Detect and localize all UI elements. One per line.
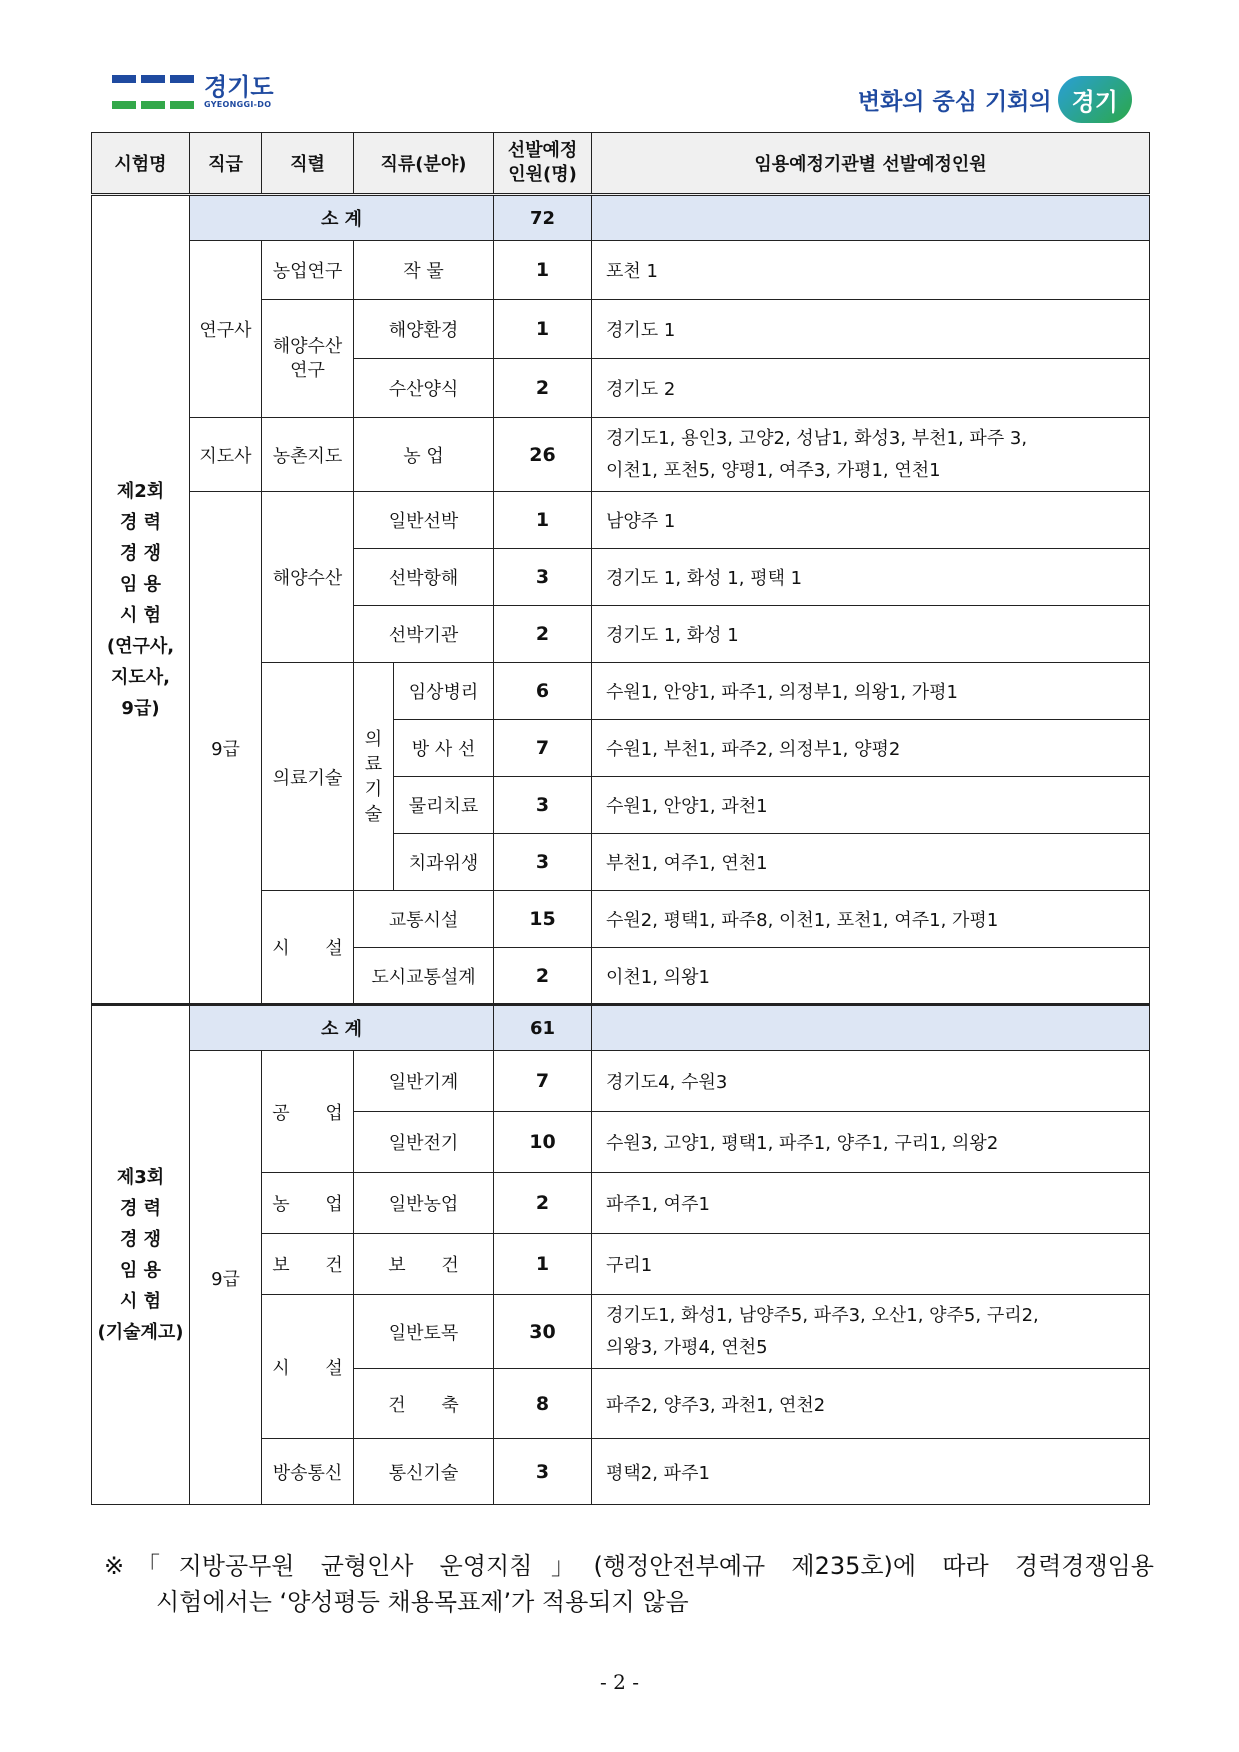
field-cell: 임상병리	[394, 663, 494, 720]
count-cell: 1	[494, 300, 592, 359]
dist-cell: 수원3, 고양1, 평택1, 파주1, 양주1, 구리1, 의왕2	[592, 1112, 1150, 1173]
exam3-grade-9: 9급	[190, 1051, 262, 1505]
series-health: 보 건	[262, 1234, 354, 1295]
field-cell: 작 물	[354, 241, 494, 300]
dist-cell: 경기도 1	[592, 300, 1150, 359]
dist-cell: 파주1, 여주1	[592, 1173, 1150, 1234]
field-cell: 도시교통설계	[354, 948, 494, 1005]
series-agri-research: 농업연구	[262, 241, 354, 300]
series-facility: 시 설	[262, 891, 354, 1005]
exam3-subtotal-dist	[592, 1005, 1150, 1051]
count-cell: 2	[494, 606, 592, 663]
field-cell: 농 업	[354, 418, 494, 492]
table-row	[92, 241, 1150, 300]
count-cell: 2	[494, 1173, 592, 1234]
table-header-row	[92, 133, 1150, 195]
exam2-subtotal-label: 소 계	[190, 195, 494, 241]
exam2-subtotal-dist	[592, 195, 1150, 241]
field-cell: 건 축	[354, 1369, 494, 1439]
table-row	[92, 418, 1150, 492]
series-rural-guide: 농촌지도	[262, 418, 354, 492]
series-industry: 공 업	[262, 1051, 354, 1173]
exam3-subtotal-label: 소 계	[190, 1005, 494, 1051]
field-cell: 방 사 선	[394, 720, 494, 777]
table-row	[92, 1005, 1150, 1051]
exam3-name: 제3회 경 력 경 쟁 임 용 시 험 (기술계고)	[92, 1005, 190, 1505]
footnote-line-1: 「지방공무원 균형인사 운영지침」(행정안전부예규 제235호)에 따라 경력경쟁임용	[136, 1552, 1154, 1580]
header-field: 직류(분야)	[354, 133, 494, 195]
count-cell: 3	[494, 1439, 592, 1505]
count-cell: 2	[494, 359, 592, 418]
dist-cell: 수원2, 평택1, 파주8, 이천1, 포천1, 여주1, 가평1	[592, 891, 1150, 948]
count-cell: 6	[494, 663, 592, 720]
dist-cell: 부천1, 여주1, 연천1	[592, 834, 1150, 891]
grade-9: 9급	[190, 492, 262, 1005]
field-cell: 선박기관	[354, 606, 494, 663]
count-cell: 3	[494, 834, 592, 891]
series-agri: 농 업	[262, 1173, 354, 1234]
field-cell: 통신기술	[354, 1439, 494, 1505]
dist-cell: 이천1, 의왕1	[592, 948, 1150, 1005]
header-exam: 시험명	[92, 133, 190, 195]
count-cell: 1	[494, 492, 592, 549]
gyeonggi-logo-mark-icon	[112, 75, 194, 109]
exam2-subtotal-count: 72	[494, 195, 592, 241]
field-cell: 치과위생	[394, 834, 494, 891]
grade-research: 연구사	[190, 241, 262, 418]
dist-cell: 경기도1, 화성1, 남양주5, 파주3, 오산1, 양주5, 구리2, 의왕3, 가평4, 연천5	[592, 1295, 1150, 1369]
field-cell: 일반기계	[354, 1051, 494, 1112]
table-row	[92, 1051, 1150, 1112]
count-cell: 7	[494, 1051, 592, 1112]
logo-korean-text: 경기도	[204, 73, 274, 101]
gyeonggi-logo	[112, 74, 274, 109]
dist-cell: 경기도4, 수원3	[592, 1051, 1150, 1112]
exam2-name: 제2회 경 력 경 쟁 임 용 시 험 (연구사, 지도사, 9급)	[92, 195, 190, 1005]
field-cell: 일반선박	[354, 492, 494, 549]
dist-cell: 경기도 1, 화성 1, 평택 1	[592, 549, 1150, 606]
count-cell: 7	[494, 720, 592, 777]
slogan	[858, 76, 1132, 123]
page-number: - 2 -	[600, 1670, 639, 1694]
field-cell: 물리치료	[394, 777, 494, 834]
dist-cell: 경기도1, 용인3, 고양2, 성남1, 화성3, 부천1, 파주 3, 이천1, 포천5, 양평1, 여주3, 가평1, 연천1	[592, 418, 1150, 492]
footnote	[104, 1548, 1154, 1620]
dist-cell: 수원1, 부천1, 파주2, 의정부1, 양평2	[592, 720, 1150, 777]
grade-guide: 지도사	[190, 418, 262, 492]
header-series: 직렬	[262, 133, 354, 195]
series-facility-2: 시 설	[262, 1295, 354, 1439]
dist-cell: 평택2, 파주1	[592, 1439, 1150, 1505]
series-medical: 의료기술	[262, 663, 354, 891]
exam3-subtotal-count: 61	[494, 1005, 592, 1051]
count-cell: 2	[494, 948, 592, 1005]
count-cell: 1	[494, 1234, 592, 1295]
field-cell: 보 건	[354, 1234, 494, 1295]
table-row	[92, 195, 1150, 241]
count-cell: 30	[494, 1295, 592, 1369]
count-cell: 1	[494, 241, 592, 300]
series-marine: 해양수산	[262, 492, 354, 663]
medical-vertical-label: 의 료 기 술	[354, 663, 394, 891]
page-header	[112, 70, 1132, 130]
dist-cell: 파주2, 양주3, 과천1, 연천2	[592, 1369, 1150, 1439]
footnote-line-2: 시험에서는 ‘양성평등 채용목표제’가 적용되지 않음	[156, 1588, 689, 1616]
logo-english-text: GYEONGGI-DO	[204, 100, 272, 109]
table-row	[92, 492, 1150, 549]
field-cell: 일반농업	[354, 1173, 494, 1234]
count-cell: 3	[494, 549, 592, 606]
header-dist: 임용예정기관별 선발예정인원	[592, 133, 1150, 195]
field-cell: 교통시설	[354, 891, 494, 948]
series-marine-research: 해양수산 연구	[262, 300, 354, 418]
slogan-text: 변화의 중심 기회의	[857, 89, 1052, 115]
dist-cell: 구리1	[592, 1234, 1150, 1295]
field-cell: 선박항해	[354, 549, 494, 606]
field-cell: 일반전기	[354, 1112, 494, 1173]
dist-cell: 수원1, 안양1, 파주1, 의정부1, 의왕1, 가평1	[592, 663, 1150, 720]
header-grade: 직급	[190, 133, 262, 195]
reference-mark: ※	[104, 1552, 125, 1580]
dist-cell: 포천 1	[592, 241, 1150, 300]
slogan-badge: 경기	[1058, 76, 1132, 123]
header-count: 선발예정 인원(명)	[494, 133, 592, 195]
dist-cell: 남양주 1	[592, 492, 1150, 549]
count-cell: 10	[494, 1112, 592, 1173]
count-cell: 8	[494, 1369, 592, 1439]
field-cell: 해양환경	[354, 300, 494, 359]
recruitment-table	[91, 132, 1150, 1505]
count-cell: 26	[494, 418, 592, 492]
dist-cell: 경기도 1, 화성 1	[592, 606, 1150, 663]
dist-cell: 경기도 2	[592, 359, 1150, 418]
field-cell: 수산양식	[354, 359, 494, 418]
count-cell: 15	[494, 891, 592, 948]
field-cell: 일반토목	[354, 1295, 494, 1369]
dist-cell: 수원1, 안양1, 과천1	[592, 777, 1150, 834]
count-cell: 3	[494, 777, 592, 834]
series-broadcast: 방송통신	[262, 1439, 354, 1505]
